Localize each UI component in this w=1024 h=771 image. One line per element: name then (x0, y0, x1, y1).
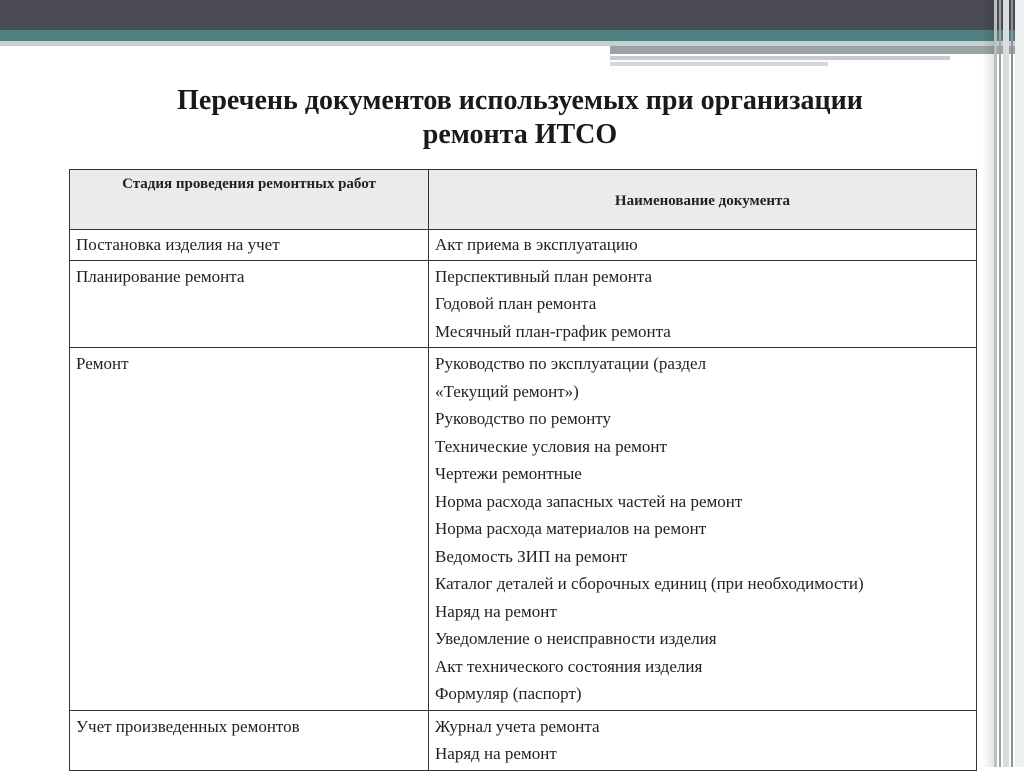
header-band-teal (0, 30, 1024, 41)
document-item: Журнал учета ремонта (435, 716, 600, 736)
documents-cell (429, 710, 977, 770)
document-item: Технические условия на ремонт (435, 436, 667, 456)
stage-cell: Ремонт (70, 348, 429, 711)
document-item: Акт приема в эксплуатацию (435, 235, 638, 254)
documents-cell (429, 230, 977, 261)
document-item: Руководство по ремонту (435, 409, 612, 428)
header-stage (70, 170, 429, 230)
document-item: Ведомость ЗИП на ремонт (435, 546, 628, 566)
table-row (70, 348, 977, 711)
document-item: «Текущий ремонт») (435, 381, 579, 401)
page-title-line: Перечень документов используемых при организации (177, 85, 863, 116)
header-stage-line: Стадия проведения (122, 176, 255, 192)
documents-cell (429, 260, 977, 348)
document-item: Перспективный план ремонта (435, 266, 653, 286)
header-step-bar (610, 62, 828, 66)
documents-table (69, 169, 977, 771)
document-item: Норма расхода материалов на ремонт (435, 519, 707, 538)
document-item: Годовой план ремонта (435, 294, 597, 313)
page-title (0, 84, 1024, 152)
document-item: Наряд на ремонт (435, 601, 557, 621)
table-header-row (70, 170, 977, 230)
stage-cell: Планирование ремонта (70, 260, 429, 348)
documents-cell (429, 348, 977, 711)
document-item: Чертежи ремонтные (435, 464, 582, 483)
page-title-line: ремонта ИТСО (422, 119, 618, 150)
stage-cell: Учет произведенных ремонтов (70, 710, 429, 770)
document-item: Месячный план-график ремонта (435, 321, 671, 341)
table-row (70, 710, 977, 770)
header-band-dark (0, 0, 1024, 30)
table-row (70, 260, 977, 348)
header-step-bar (610, 46, 1024, 54)
document-item: Формуляр (паспорт) (435, 684, 582, 703)
header-document: Наименование документа (429, 170, 977, 230)
stage-cell: Постановка изделия на учет (70, 230, 429, 261)
header-stage-line: ремонтных работ (257, 176, 376, 192)
document-item: Руководство по эксплуатации (раздел (435, 354, 707, 373)
document-item: Акт технического состояния изделия (435, 656, 703, 676)
document-item: Наряд на ремонт (435, 744, 557, 763)
table-row (70, 230, 977, 261)
document-item: Уведомление о неисправности изделия (435, 629, 717, 648)
document-item: Каталог деталей и сборочных единиц (при необходимости) (435, 574, 864, 593)
header-step-bar (610, 56, 950, 60)
document-item: Норма расхода запасных частей на ремонт (435, 491, 743, 511)
